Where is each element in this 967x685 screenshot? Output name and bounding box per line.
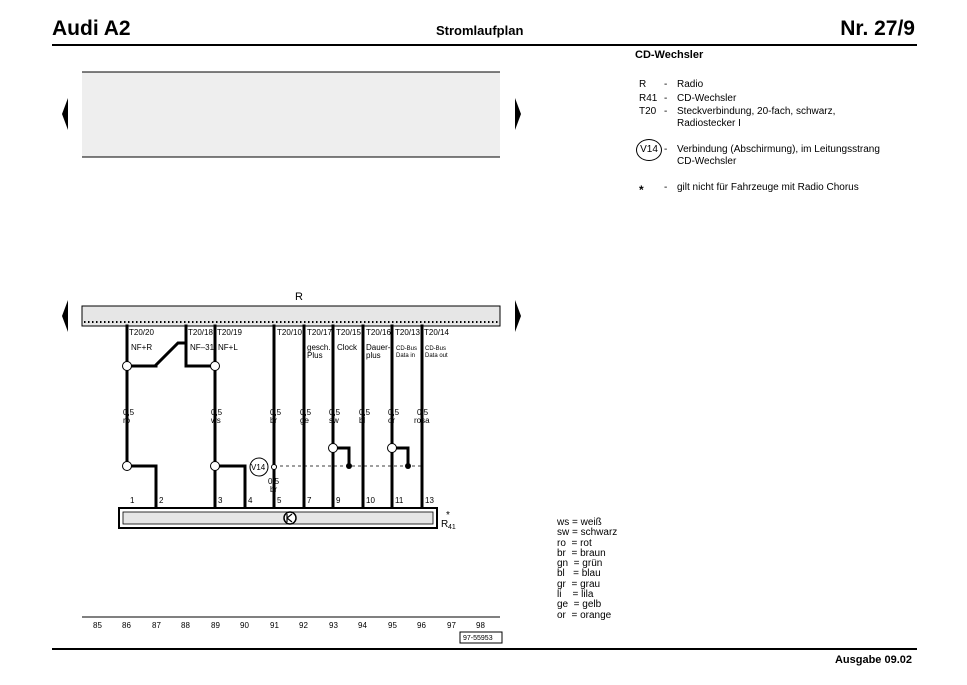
connector-label: T20/16: [366, 328, 391, 337]
connector-label: T20/19: [217, 328, 242, 337]
wire-color-label: sw: [329, 416, 339, 425]
cd-changer-component: [119, 508, 437, 528]
wire-size-label: 0,5: [417, 408, 429, 417]
asterisk-mark: *: [446, 510, 450, 521]
color-code: sw = schwarz: [557, 527, 618, 539]
color-code: br = braun: [557, 547, 606, 559]
wire-size-label: 0,5: [123, 408, 135, 417]
svg-text:91: 91: [270, 621, 279, 630]
color-code: or = orange: [557, 609, 612, 621]
svg-text:88: 88: [181, 621, 190, 630]
pin-number: 7: [307, 496, 312, 505]
wire-nf-r: [127, 326, 156, 508]
radio-label: R: [295, 291, 303, 303]
connector-label: T20/14: [424, 328, 449, 337]
shield-v14-label: V14: [251, 463, 266, 472]
wire-size-label: 0,5: [300, 408, 312, 417]
wire-size-label: 0,5: [270, 408, 282, 417]
signal-label: Data in: [396, 353, 416, 359]
svg-text:89: 89: [211, 621, 220, 630]
shield-connection-symbol: V14: [636, 139, 662, 161]
svg-text:90: 90: [240, 621, 249, 630]
device-symbol-icon: [284, 512, 296, 524]
pin-number: 3: [218, 496, 223, 505]
signal-label: gesch.: [307, 343, 331, 352]
upper-frame: [82, 72, 500, 157]
signal-label: plus: [366, 351, 381, 360]
signal-label: Data out: [425, 353, 448, 359]
svg-text:93: 93: [329, 621, 338, 630]
diagram-right-arrow-icon[interactable]: [515, 300, 521, 332]
svg-text:87: 87: [152, 621, 161, 630]
connector-label: T20/13: [395, 328, 420, 337]
color-code: gn = grün: [557, 558, 603, 570]
wire-size-label: 0,5: [359, 408, 371, 417]
page-left-arrow-icon[interactable]: [62, 98, 68, 130]
svg-text:96: 96: [417, 621, 426, 630]
device-label: R: [441, 519, 449, 530]
color-code: bl = blau: [557, 568, 601, 580]
page-title: Stromlaufplan: [436, 23, 524, 38]
pin-number: 10: [366, 496, 375, 505]
page-number: Nr. 27/9: [840, 17, 915, 40]
wire-size-label: 0,5: [268, 477, 280, 486]
pin-number: 13: [425, 496, 434, 505]
signal-label: NF–31: [190, 343, 215, 352]
svg-text:86: 86: [122, 621, 131, 630]
svg-text:97: 97: [447, 621, 456, 630]
color-code: li = lila: [557, 589, 594, 601]
connector-label: T20/10: [277, 328, 302, 337]
wire-color-label: ge: [300, 416, 309, 425]
legend-entry: - Verbindung (Abschirmung), im Leitungsstrang CD-Wechsler: [664, 144, 880, 167]
pin-number: 1: [130, 496, 135, 505]
connector-symbols: [123, 362, 397, 471]
radio-component: [82, 306, 500, 326]
color-code: gr = grau: [557, 578, 601, 590]
wire-color-label: ws: [211, 416, 221, 425]
legend-entry: R41 - CD-Wechsler: [639, 93, 737, 104]
pin-number: 2: [159, 496, 164, 505]
legend-title: CD-Wechsler: [635, 49, 704, 61]
legend-entry: R - Radio: [639, 79, 704, 90]
svg-text:92: 92: [299, 621, 308, 630]
wire-color-label: or: [388, 416, 396, 425]
signal-label: CD-Bus: [425, 346, 447, 352]
wire-color-label: ro: [123, 416, 131, 425]
signal-label: Dauer-: [366, 343, 391, 352]
color-code: ws = weiß: [557, 517, 602, 528]
svg-text:85: 85: [93, 621, 102, 630]
pin-number: 5: [277, 496, 282, 505]
wire-size-label: 0,5: [329, 408, 341, 417]
svg-text:95: 95: [388, 621, 397, 630]
legend-entry: * - gilt nicht für Fahrzeuge mit Radio Chorus: [639, 182, 859, 197]
connector-label: T20/15: [336, 328, 361, 337]
connector-label: T20/17: [307, 328, 332, 337]
wire-color-label: br: [270, 485, 278, 494]
diagram-left-arrow-icon[interactable]: [62, 300, 68, 332]
pin-number: 9: [336, 496, 341, 505]
svg-text:94: 94: [358, 621, 367, 630]
connector-label: T20/20: [129, 328, 154, 337]
reference-number: 97-55953: [463, 635, 493, 642]
pin-number: 4: [248, 496, 253, 505]
wire-color-label: br: [270, 416, 278, 425]
svg-text:98: 98: [476, 621, 485, 630]
wire-color-label: bl: [359, 416, 366, 425]
shield-connector: [272, 465, 277, 470]
legend-entry: T20 - Steckverbindung, 20-fach, schwarz, Radiostecker I: [639, 106, 836, 129]
wire-color-label: rosa: [414, 416, 430, 425]
color-code: ro = rot: [557, 537, 592, 549]
pin-number: 11: [395, 496, 404, 505]
page-right-arrow-icon[interactable]: [515, 98, 521, 130]
signal-label: Plus: [307, 351, 323, 360]
wire-size-label: 0,5: [388, 408, 400, 417]
signal-label: Clock: [337, 343, 358, 352]
device-sub-label: 41: [448, 524, 456, 531]
grid-numbers: [93, 621, 485, 630]
model-title: Audi A2: [52, 17, 131, 40]
edition-label: Ausgabe 09.02: [834, 654, 912, 666]
signal-label: NF+L: [218, 343, 238, 352]
connector-label: T20/18: [188, 328, 213, 337]
signal-label: NF+R: [131, 343, 153, 352]
color-code: ge = gelb: [557, 599, 602, 611]
wire-size-label: 0,5: [211, 408, 223, 417]
signal-label: CD-Bus: [396, 346, 418, 352]
